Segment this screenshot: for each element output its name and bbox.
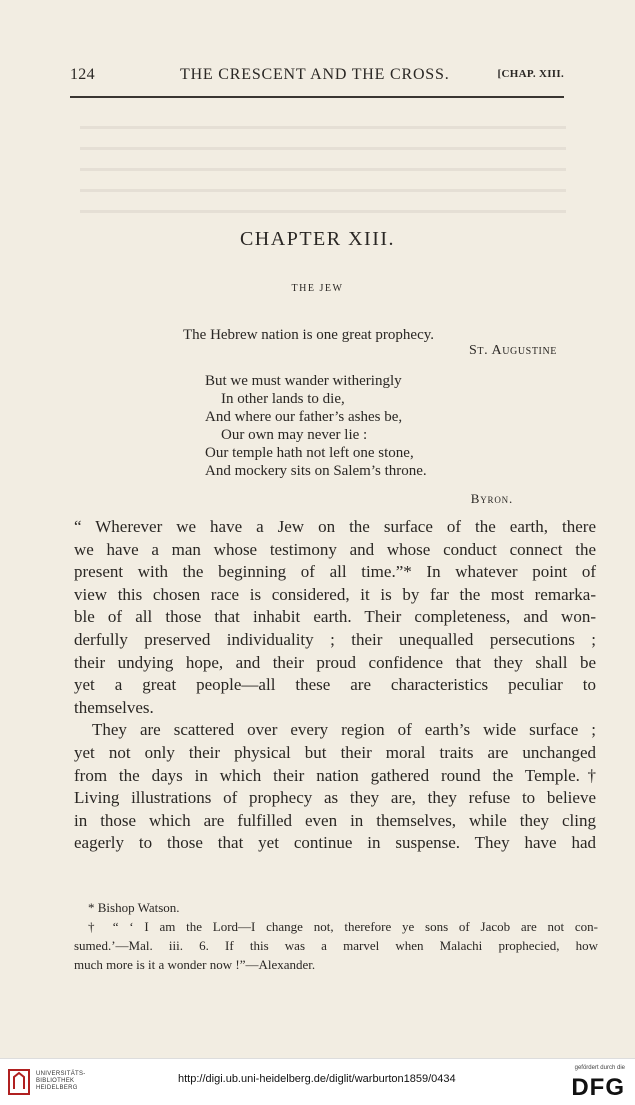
poem-line: And where our father’s ashes be, xyxy=(205,409,403,425)
text-line: ble of all those that inhabit earth. Their completeness, and won- xyxy=(74,607,596,627)
text-line: from the days in which their nation gathered round the Temple.† xyxy=(74,765,596,785)
running-header xyxy=(70,66,564,90)
source-url-link[interactable]: http://digi.ub.uni-heidelberg.de/diglit/warburton1859/0434 xyxy=(178,1073,456,1085)
chapter-subtitle: THE JEW xyxy=(291,283,344,294)
text-line: Living illustrations of prophecy as they are, they refuse to believe xyxy=(74,788,596,808)
poem-attribution: Byron. xyxy=(470,491,513,506)
footnote-continuation: sumed.’—Mal. iii. 6. If this was a marvel when Malachi prophecied, how xyxy=(74,938,598,953)
poem-epigraph xyxy=(205,372,427,480)
library-name: UNIVERSITÄTS- BIBLIOTHEK HEIDELBERG xyxy=(36,1071,86,1091)
footnote-continuation: much more is it a wonder now !”—Alexander. xyxy=(74,957,316,972)
epigraph-quote: The Hebrew nation is one great prophecy. xyxy=(183,327,435,343)
epigraph-attribution: St. Augustine xyxy=(468,343,557,358)
text-line: yet not only their physical but their moral traits are unchanged xyxy=(74,742,596,762)
text-line: themselves. xyxy=(74,697,154,717)
text-line: in those which are fulfilled even in themselves, while they cling xyxy=(74,810,596,830)
library-logo-icon xyxy=(8,1069,30,1095)
text-line: view this chosen race is considered, it is by far the most remarka- xyxy=(74,584,596,604)
poem-line: But we must wander witheringly xyxy=(205,373,402,389)
text-line: their undying hope, and their proud confidence that they shall be xyxy=(74,652,596,672)
text-line: They are scattered over every region of earth’s wide surface ; xyxy=(92,720,596,740)
digitization-footer xyxy=(0,1058,635,1105)
poem-line: In other lands to die, xyxy=(221,391,345,407)
dfg-logo: DFG xyxy=(571,1074,625,1101)
sponsor-label: gefördert durch die xyxy=(574,1065,625,1071)
text-line: present with the beginning of all time.”* In whatever point of xyxy=(74,562,596,582)
text-line: “ Wherever we have a Jew on the surface of the earth, there xyxy=(74,517,596,536)
body-text xyxy=(74,516,596,855)
header-rule xyxy=(70,96,564,98)
footnote: * Bishop Watson. xyxy=(88,900,180,915)
page-number: 124 xyxy=(70,66,95,83)
poem-line: And mockery sits on Salem’s throne. xyxy=(205,463,427,479)
footnote: † “ ‘ I am the Lord—I change not, therefore ye sons of Jacob are not con- xyxy=(88,919,598,934)
chapter-reference: [CHAP. XIII. xyxy=(497,68,564,80)
poem-line: Our temple hath not left one stone, xyxy=(205,445,414,461)
text-line: eagerly to those that yet continue in suspense. They have had xyxy=(74,833,596,853)
show-through-text xyxy=(80,108,566,218)
text-line: we have a man whose testimony and whose conduct connect the xyxy=(74,539,596,559)
poem-line: Our own may never lie : xyxy=(221,427,368,443)
footnotes xyxy=(74,898,598,974)
chapter-title: CHAPTER XIII. xyxy=(239,228,396,250)
text-line: yet a great people—all these are characteristics peculiar to xyxy=(74,675,596,695)
text-line: derfully preserved individuality ; their unequalled persecutions ; xyxy=(74,629,596,649)
running-title: THE CRESCENT AND THE CROSS. xyxy=(180,66,450,83)
